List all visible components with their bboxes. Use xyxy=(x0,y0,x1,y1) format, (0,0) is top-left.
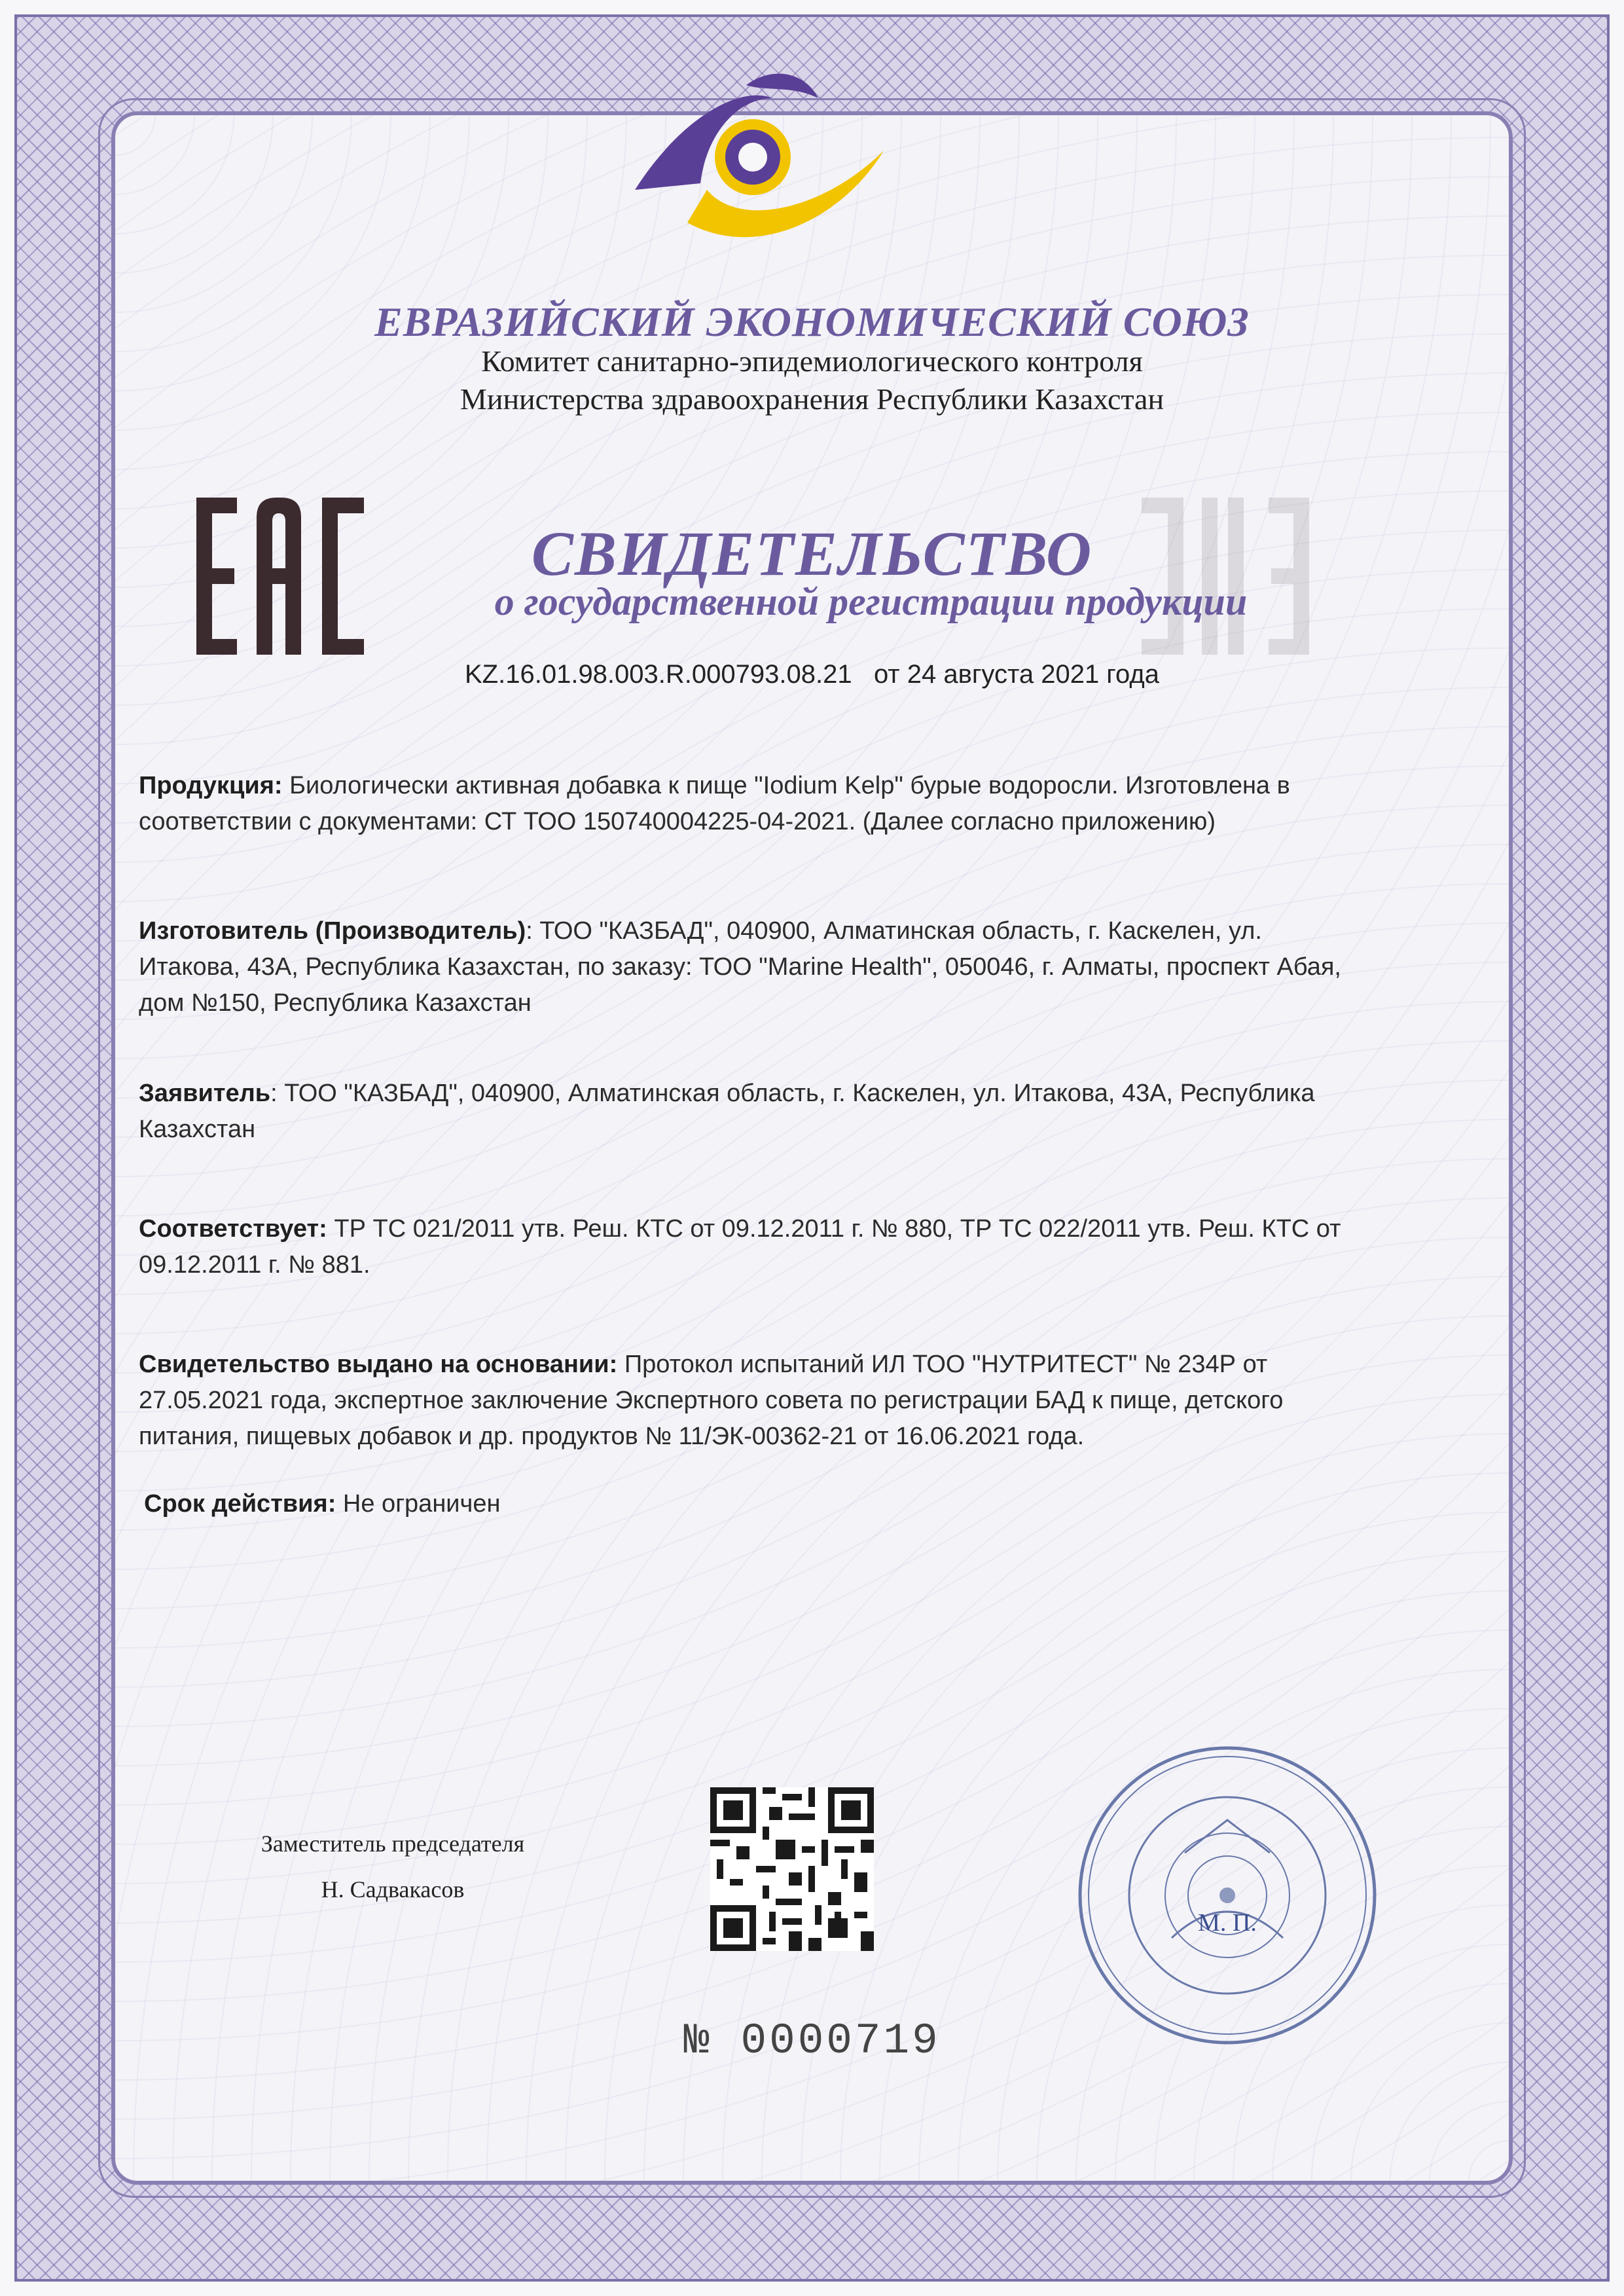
basis-label: Свидетельство выдано на основании: xyxy=(139,1351,618,1378)
applicant-label: Заявитель xyxy=(139,1080,271,1107)
signer-name: Н. Садвакасов xyxy=(321,1876,465,1903)
product-text: Биологически активная добавка к пище "Iodium Kelp" бурые водоросли. Изготовлена в соответствии с документами: СТ ТОО 150740004225-04-2021. (Далее согласно приложению) xyxy=(139,772,1290,835)
basis-text: Протокол испытаний ИЛ ТОО "НУТРИТЕСТ" № 234Р от 27.05.2021 года, экспертное заключение Экспертного совета по регистрации БАД к пище, детского питания, пищевых добавок и др. продуктов № 11/ЭК-00362-21 от 16.06.2021 года. xyxy=(139,1351,1284,1450)
certificate-title: СВИДЕТЕЛЬСТВО xyxy=(531,519,1093,589)
registration-number-line xyxy=(0,660,1624,689)
seal-mp: М. П. xyxy=(1198,1909,1257,1937)
manufacturer-label: Изготовитель (Производитель) xyxy=(139,917,526,945)
form-serial-number: № 0000719 xyxy=(683,2016,941,2066)
ministry-line: Министерства здравоохранения Республики Казахстан xyxy=(460,382,1164,416)
committee-line: Комитет санитарно-эпидемиологического контроля xyxy=(481,344,1143,378)
registration-number: KZ.16.01.98.003.R.000793.08.21 xyxy=(465,660,852,689)
product-section xyxy=(139,768,1369,840)
official-seal-icon xyxy=(1074,1741,1381,2049)
applicant-text: : ТОО "КАЗБАД", 040900, Алматинская область, г. Каскелен, ул. Итакова, 43А, Республика Казахстан xyxy=(139,1080,1315,1143)
conformity-text: ТР ТС 021/2011 утв. Реш. КТС от 09.12.2011 г. № 880, ТР ТС 022/2011 утв. Реш. КТС от 09.12.2011 г. № 881. xyxy=(139,1215,1341,1279)
registration-date: от 24 августа 2021 года xyxy=(873,660,1159,689)
signer-position: Заместитель председателя xyxy=(261,1831,525,1857)
conformity-section xyxy=(139,1211,1369,1283)
qr-code[interactable] xyxy=(710,1787,874,1951)
conformity-label: Соответствует: xyxy=(139,1215,327,1243)
manufacturer-text: : ТОО "КАЗБАД", 040900, Алматинская область, г. Каскелен, ул. Итакова, 43А, Республика Казахстан, по заказу: ТОО "Marine Health", 050046, г. Алматы, проспект Абая, дом №150, Республика Казахстан xyxy=(139,917,1341,1017)
eaeu-logo-icon xyxy=(609,59,897,268)
certificate-subtitle: о государственной регистрации продукции xyxy=(494,580,1248,623)
validity-section xyxy=(144,1486,1375,1522)
basis-section xyxy=(139,1347,1369,1455)
applicant-section xyxy=(139,1076,1369,1148)
validity-label: Срок действия: xyxy=(144,1490,336,1518)
product-label: Продукция: xyxy=(139,772,283,799)
union-name: ЕВРАЗИЙСКИЙ ЭКОНОМИЧЕСКИЙ СОЮЗ xyxy=(374,299,1250,345)
manufacturer-section xyxy=(139,913,1369,1021)
validity-text: Не ограничен xyxy=(342,1490,501,1518)
